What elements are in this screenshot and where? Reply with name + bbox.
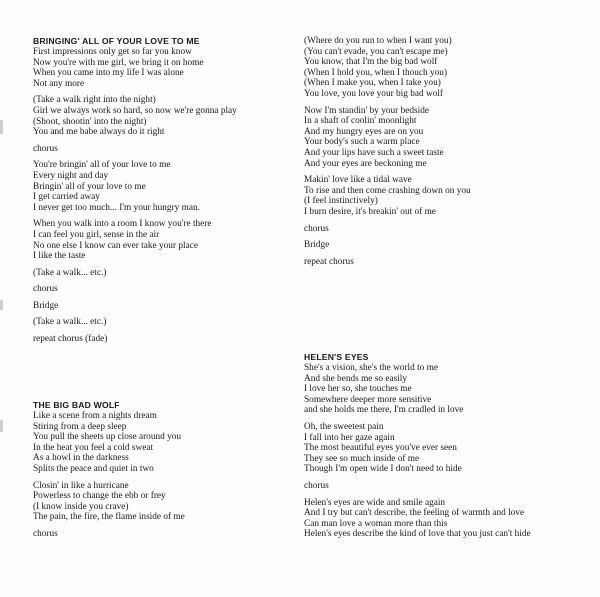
stanza	[304, 106, 574, 170]
lyric-line: chorus	[304, 223, 329, 234]
lyric-line: Splits the peace and quiet in two	[33, 463, 154, 474]
lyric-line: Your body's such a warm place	[304, 137, 420, 148]
lyric-line: And my hungry eyes are on you	[304, 126, 424, 137]
lyrics-section	[33, 36, 303, 351]
lyric-line: Girl we always work so hard, so now we're gonna play	[33, 105, 237, 116]
lyric-line: When you came into my life I was alone	[33, 68, 184, 79]
lyric-line: I burn desire, it's breakin' out of me	[304, 206, 436, 217]
lyric-line: And I try but can't describe, the feeling of warmth and love	[304, 508, 525, 519]
lyric-line: chorus	[33, 528, 58, 539]
stanza	[304, 363, 574, 416]
lyric-line: Helen's eyes are wide and smile again	[304, 497, 446, 508]
song-title: HELEN'S EYES	[304, 352, 369, 362]
page-edge-mark	[0, 300, 3, 310]
stanza	[33, 317, 303, 328]
lyric-line: Oh, the sweetest pain	[304, 421, 384, 432]
page-edge-mark	[0, 120, 3, 134]
lyric-line: (Take a walk... etc.)	[33, 317, 107, 328]
lyric-line: And she bends me so easily	[304, 373, 408, 384]
lyric-line: I like the taste	[33, 251, 86, 262]
lyric-line: No one else I know can ever take your place	[33, 240, 198, 251]
stanza	[304, 481, 574, 492]
lyric-line: Bringin' all of your love to me	[33, 181, 146, 192]
lyric-line: (When I hold you, when I thouch you)	[304, 67, 448, 78]
song-title: BRINGING' ALL OF YOUR LOVE TO ME	[33, 36, 200, 46]
lyric-line: Though I'm open wide I don't need to hide	[304, 464, 462, 475]
stanza	[33, 95, 303, 137]
lyric-line: You're bringin' all of your love to me	[33, 160, 171, 171]
lyric-line: Closin' in like a hurricane	[33, 480, 129, 491]
lyric-line: When you walk into a room I know you're there	[33, 219, 212, 230]
lyric-line: In a shaft of coolin' moonlight	[304, 116, 417, 127]
lyric-line: (Take a walk... etc.)	[33, 267, 107, 278]
lyric-line: Helen's eyes describe the kind of love that you just can't hide	[304, 529, 531, 540]
stanza	[304, 498, 574, 540]
lyric-line: Now you're with me girl, we bring it on home	[33, 57, 204, 68]
stanza-list	[304, 36, 574, 267]
lyric-line: You know, that I'm the big bad wolf	[304, 57, 438, 68]
lyric-line: (You can't evade, you can't escape me)	[304, 46, 448, 57]
stanza	[33, 268, 303, 279]
lyric-line: chorus	[33, 284, 58, 295]
lyric-line: (I know inside you crave)	[33, 501, 129, 512]
lyric-line: I love her so, she touches me	[304, 384, 412, 395]
lyric-line: As a howl in the darkness	[33, 453, 129, 464]
stanza	[33, 334, 303, 345]
lyric-line: Bridge	[33, 300, 59, 311]
lyric-line: I fall into her gaze again	[304, 432, 395, 443]
lyrics-section	[304, 352, 574, 546]
lyrics-section	[33, 400, 303, 546]
lyric-line: chorus	[304, 480, 329, 491]
page-edge-mark	[0, 420, 3, 432]
stanza	[304, 36, 574, 100]
stanza	[33, 481, 303, 523]
lyric-line: In the heat you feel a cold sweat	[33, 442, 154, 453]
lyric-line: Powerless to change the ebb or frey	[33, 491, 166, 502]
stanza	[304, 240, 574, 251]
stanza	[304, 422, 574, 475]
stanza-list	[33, 411, 303, 540]
lyric-line: You and me babe always do it right	[33, 127, 165, 138]
lyric-line: (Shoot, shootin' into the night)	[33, 116, 147, 127]
lyrics-section	[304, 36, 574, 273]
lyric-line: You love, you love your big bad wolf	[304, 88, 444, 99]
stanza	[304, 224, 574, 235]
lyric-line: Like a scene from a nights dream	[33, 411, 157, 421]
lyric-line: They see so much inside of me	[304, 453, 420, 464]
lyric-line: The pain, the fire, the flame inside of me	[33, 512, 185, 523]
stanza-list	[304, 363, 574, 540]
stanza	[33, 47, 303, 89]
lyric-line: First impressions only get so far you know	[33, 47, 192, 57]
lyric-line: Now I'm standin' by your bedside	[304, 105, 429, 116]
song-title: THE BIG BAD WOLF	[33, 400, 120, 410]
stanza	[33, 411, 303, 475]
stanza	[33, 219, 303, 261]
lyric-line: I never get too much... I'm your hungry man.	[33, 202, 200, 213]
stanza	[33, 144, 303, 155]
stanza	[33, 284, 303, 295]
stanza-list	[33, 47, 303, 345]
lyric-line: and she holds me there, I'm cradled in love	[304, 405, 464, 416]
lyric-line: The most beautiful eyes you've ever seen	[304, 443, 457, 454]
lyric-line: Stiring from a deep sleep	[33, 421, 127, 432]
lyric-line: (Where do you run to when I want you)	[304, 36, 452, 46]
stanza	[33, 301, 303, 312]
stanza	[33, 529, 303, 540]
lyric-line: Every night and day	[33, 170, 109, 181]
lyric-line: I can feel you girl, sense in the air	[33, 229, 160, 240]
lyric-line: Not any more	[33, 78, 85, 89]
lyric-line: Makin' love like a tidal wave	[304, 175, 412, 186]
lyric-line: repeat chorus (fade)	[33, 334, 108, 345]
lyric-line: chorus	[33, 143, 58, 154]
lyric-line: Somewhere deeper more sensitive	[304, 394, 432, 405]
lyric-line: Can man love a woman more than this	[304, 518, 448, 529]
stanza	[33, 160, 303, 213]
lyric-line: You pull the sheets up close around you	[33, 432, 182, 443]
lyric-line: And your lips have such a sweet taste	[304, 147, 444, 158]
stanza	[304, 257, 574, 268]
lyric-line: Bridge	[304, 240, 330, 251]
lyric-line: (When I make you, when I take you)	[304, 78, 441, 89]
lyric-line: (Take a walk right into the night)	[33, 95, 156, 106]
lyric-line: To rise and then come crashing down on you	[304, 185, 471, 196]
stanza	[304, 175, 574, 217]
lyric-line: I get carried away	[33, 192, 100, 203]
lyric-line: (I feel instinctively)	[304, 196, 378, 207]
lyric-line: She's a vision, she's the world to me	[304, 363, 439, 373]
lyric-line: repeat chorus	[304, 256, 354, 267]
lyric-line: And your eyes are beckoning me	[304, 158, 427, 169]
